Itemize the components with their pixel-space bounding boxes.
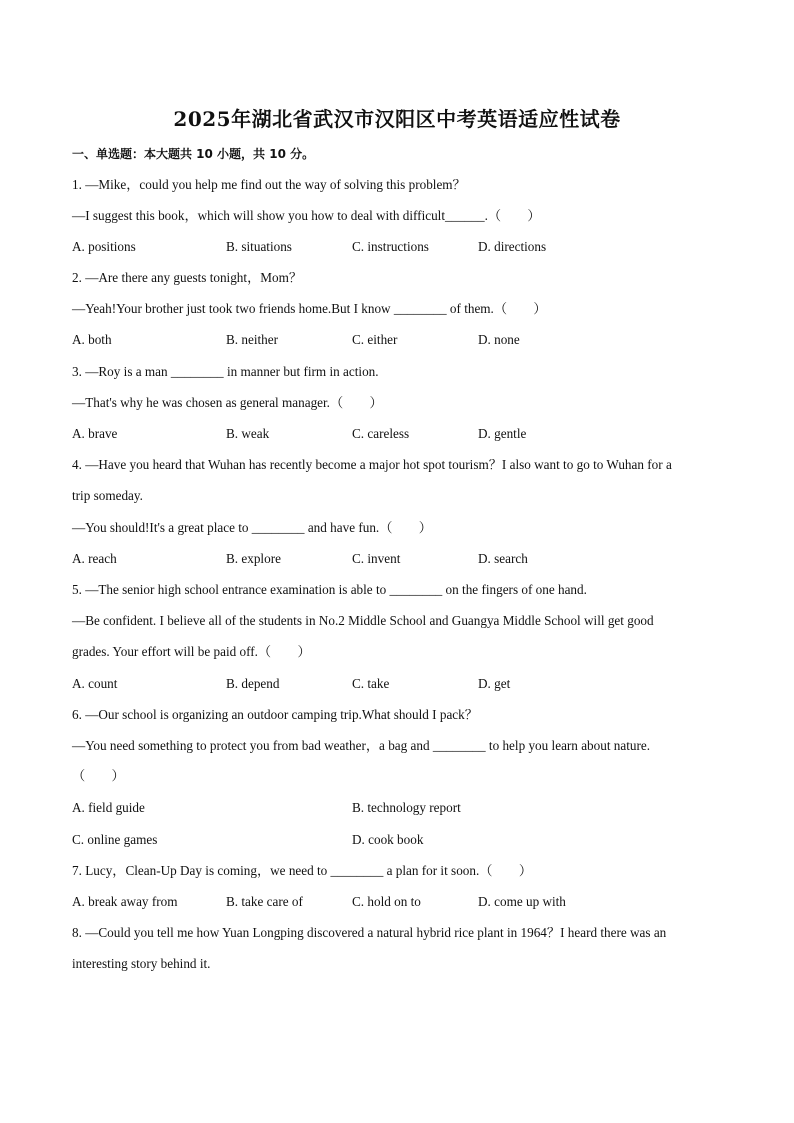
option-b: B. technology report xyxy=(352,800,461,815)
option-d: D. none xyxy=(478,332,520,347)
option-d: D. get xyxy=(478,676,511,691)
option-b: B. take care of xyxy=(226,894,303,909)
question-line: 6. —Our school is organizing an outdoor camping trip.What should I pack？ xyxy=(72,707,478,722)
option-b: B. depend xyxy=(226,676,280,691)
option-b: B. explore xyxy=(226,551,281,566)
option-c: C. either xyxy=(352,332,398,347)
question-line: —Be confident. I believe all of the students in No.2 Middle School and Guangya Middle School will get good xyxy=(72,613,654,628)
option-d: D. come up with xyxy=(478,894,566,909)
option-a: A. field guide xyxy=(72,800,145,815)
question-line: grades. Your effort will be paid off.（ ） xyxy=(72,644,311,659)
question-line: —Yeah!Your brother just took two friends home.But I know ________ of them.（ ） xyxy=(72,301,547,316)
question-line: 8. —Could you tell me how Yuan Longping discovered a natural hybrid rice plant in 1964？I heard there was an xyxy=(72,925,667,940)
question-line: —I suggest this book，which will show you how to deal with difficult______.（ ） xyxy=(72,208,541,223)
question-line: 1. —Mike，could you help me find out the way of solving this problem？ xyxy=(72,177,466,192)
option-a: A. brave xyxy=(72,426,118,441)
question-line: trip someday. xyxy=(72,488,143,503)
question-line: （ ） xyxy=(72,768,125,783)
option-a: A. break away from xyxy=(72,894,178,909)
question-line: 3. —Roy is a man ________ in manner but firm in action. xyxy=(72,364,379,379)
question-line: interesting story behind it. xyxy=(72,956,211,971)
question-line: 7. Lucy，Clean-Up Day is coming，we need to ________ a plan for it soon.（ ） xyxy=(72,863,533,878)
option-a: A. count xyxy=(72,676,118,691)
option-b: B. situations xyxy=(226,239,292,254)
question-line: 4. —Have you heard that Wuhan has recently become a major hot spot tourism？I also want to go to Wuhan for a xyxy=(72,457,672,472)
page-title: 2025年湖北省武汉市汉阳区中考英语适应性试卷 xyxy=(173,107,621,131)
option-c: C. instructions xyxy=(352,239,429,254)
option-d: D. search xyxy=(478,551,528,566)
option-b: B. weak xyxy=(226,426,270,441)
option-c: C. hold on to xyxy=(352,894,421,909)
question-line: —You need something to protect you from bad weather，a bag and ________ to help you learn about nature. xyxy=(72,738,651,753)
option-d: D. cook book xyxy=(352,832,424,847)
question-line: —That's why he was chosen as general manager.（ ） xyxy=(72,395,383,410)
option-a: A. positions xyxy=(72,239,136,254)
option-a: A. both xyxy=(72,332,112,347)
option-c: C. online games xyxy=(72,832,158,847)
option-d: D. directions xyxy=(478,239,547,254)
option-c: C. careless xyxy=(352,426,410,441)
option-b: B. neither xyxy=(226,332,279,347)
option-d: D. gentle xyxy=(478,426,527,441)
question-line: 5. —The senior high school entrance examination is able to ________ on the fingers of one hand. xyxy=(72,582,587,597)
section-heading: 一、单选题：本大题共 10 小题，共 10 分。 xyxy=(72,147,315,161)
question-line: 2. —Are there any guests tonight，Mom？ xyxy=(72,270,303,285)
option-a: A. reach xyxy=(72,551,117,566)
option-c: C. take xyxy=(352,676,390,691)
question-line: —You should!It's a great place to ________ and have fun.（ ） xyxy=(72,520,432,535)
option-c: C. invent xyxy=(352,551,401,566)
